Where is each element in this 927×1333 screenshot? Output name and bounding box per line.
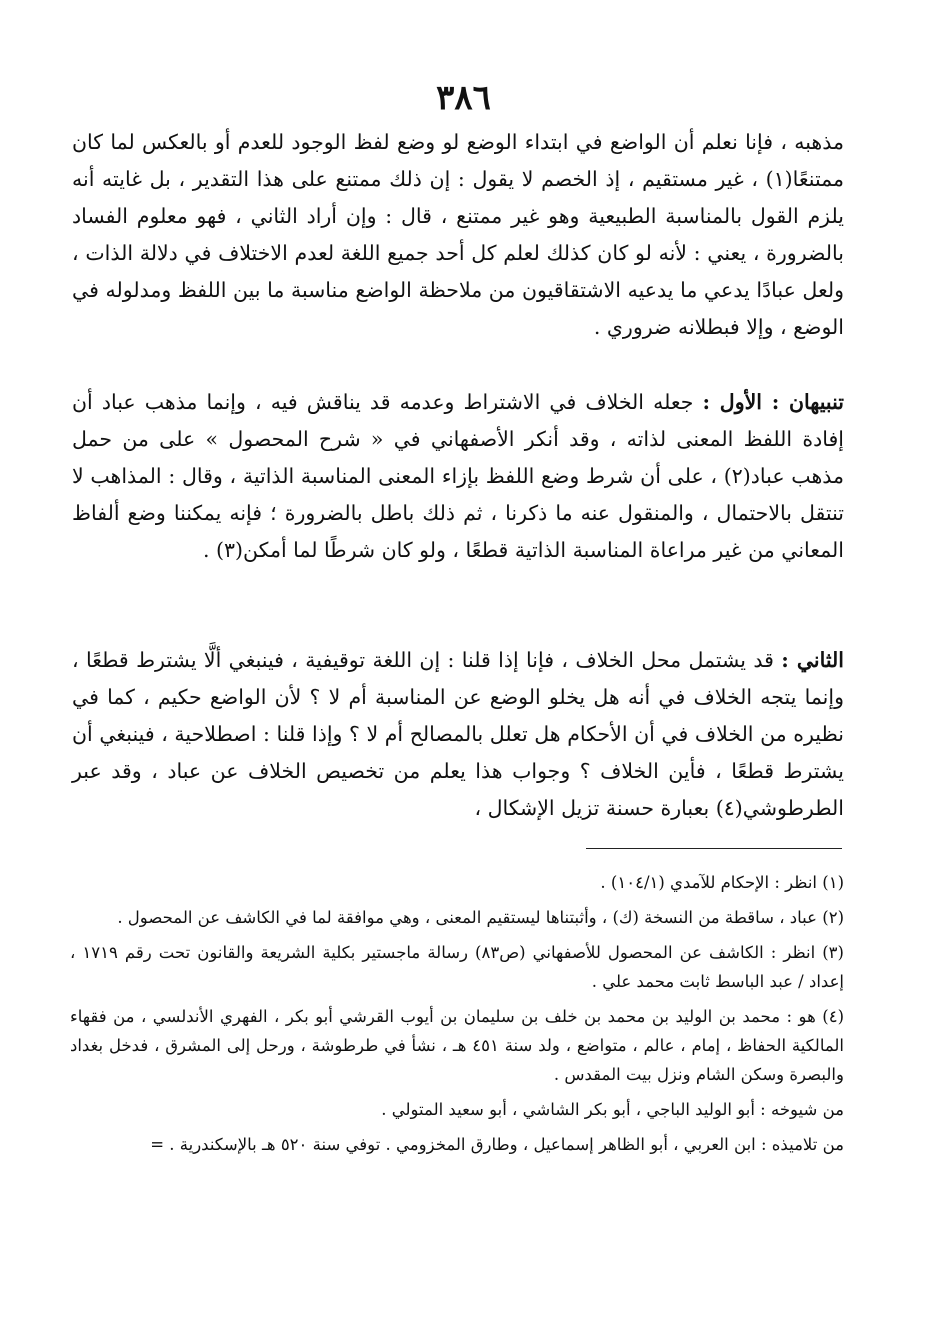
page-number: ٣٨٦ [436,78,491,118]
footnote-2: (٢) عباد ، ساقطة من النسخة (ك) ، وأثبتناها ليستقيم المعنى ، وهي موافقة لما في الكاشف عن المحصول . [117,908,844,927]
body-paragraph-2 [72,384,844,569]
body-paragraph-1 [72,124,844,346]
paragraph-1-text: مذهبه ، فإنا نعلم أن الواضع في ابتداء الوضع لو وضع لفظ الوجود للعدم أو بالعكس لما كان ممتنعًا(١) ، غير مستقيم ، إذ الخصم لا يقول : إن ذلك ممتنع على هذا التقدير ، بل غايته أنه يلزم القول بالمناسبة الطبيعية وهو غير ممتنع ، قال : وإن أراد الثاني ، فهو معلوم الفساد بالضرورة ، يعني : لأنه لو كان كذلك لعلم كل أحد جميع اللغة لعدم الاختلاف في دلالة الذات ، ولعل عبادًا يدعي ما يدعيه الاشتقاقيون من ملاحظة الواضع مناسبة ما بين اللفظ ومدلوله في الوضع ، وإلا فبطلانه ضروري . [72,130,844,339]
footnotes-section [70,868,844,1165]
paragraph-3-text: قد يشتمل محل الخلاف ، فإنا إذا قلنا : إن اللغة توقيفية ، فينبغي ألَّا يشترط قطعًا ، وإنما يتجه الخلاف في أنه هل يخلو الوضع عن المناسبة أم لا ؟ لأن الواضع حكيم ، كما في نظيره من الخلاف في أن الأحكام هل تعلل بالمصالح أم لا ؟ وإذا قلنا : اصطلاحية ، فينبغي أن يشترط قطعًا ، فأين الخلاف ؟ وجواب هذا يعلم من تخصيص الخلاف عن عباد ، وقد عبر الطرطوشي(٤) بعبارة حسنة تزيل الإشكال ، [72,648,844,820]
footnote-4: (٤) هو : محمد بن الوليد بن محمد بن خلف بن سليمان بن أيوب القرشي أبو بكر ، الفهري الأندلسي ، من فقهاء المالكية الحفاظ ، إمام ، عالم ، متواضع ، ولد سنة ٤٥١ هـ ، نشأ في طرطوشة ، ورحل إلى المشرق ، فدخل بغداد والبصرة وسكن الشام ونزل بيت المقدس . [70,1007,845,1084]
footnote-divider [586,848,842,849]
paragraph-2-lead: تنبيهان : الأول : [702,390,844,414]
paragraph-3-lead: الثاني : [781,648,844,672]
body-paragraph-3 [72,642,844,827]
footnote-1: (١) انظر : الإحكام للآمدي (١٠٤/١) . [600,873,844,892]
footnote-4-students: من تلاميذه : ابن العربي ، أبو الظاهر إسماعيل ، وطارق المخزومي . توفي سنة ٥٢٠ هـ بالإسكندرية . = [150,1135,844,1154]
footnote-4-teachers: من شيوخه : أبو الوليد الباجي ، أبو بكر الشاشي ، أبو سعيد المتولي . [381,1100,844,1119]
footnote-3: (٣) انظر : الكاشف عن المحصول للأصفهاني (ص٨٣) رسالة ماجستير بكلية الشريعة والقانون تحت رقم ١٧١٩ ، إعداد / عبد الباسط ثابت محمد علي . [70,943,844,991]
paragraph-2-text: جعله الخلاف في الاشتراط وعدمه قد يناقش فيه ، وإنما مذهب عباد أن إفادة اللفظ المعنى لذاته ، وقد أنكر الأصفهاني في « شرح المحصول » على من حمل مذهب عباد(٢) ، على أن شرط وضع اللفظ بإزاء المعنى المناسبة الذاتية ، وقال : المذاهب لا تنتقل بالاحتمال ، والمنقول عنه ما ذكرنا ، ثم ذلك باطل بالضرورة ؛ فإنه يمكننا وضع ألفاظ المعاني من غير مراعاة المناسبة الذاتية قطعًا ، ولو كان شرطًا لما أمكن(٣) . [72,390,844,562]
